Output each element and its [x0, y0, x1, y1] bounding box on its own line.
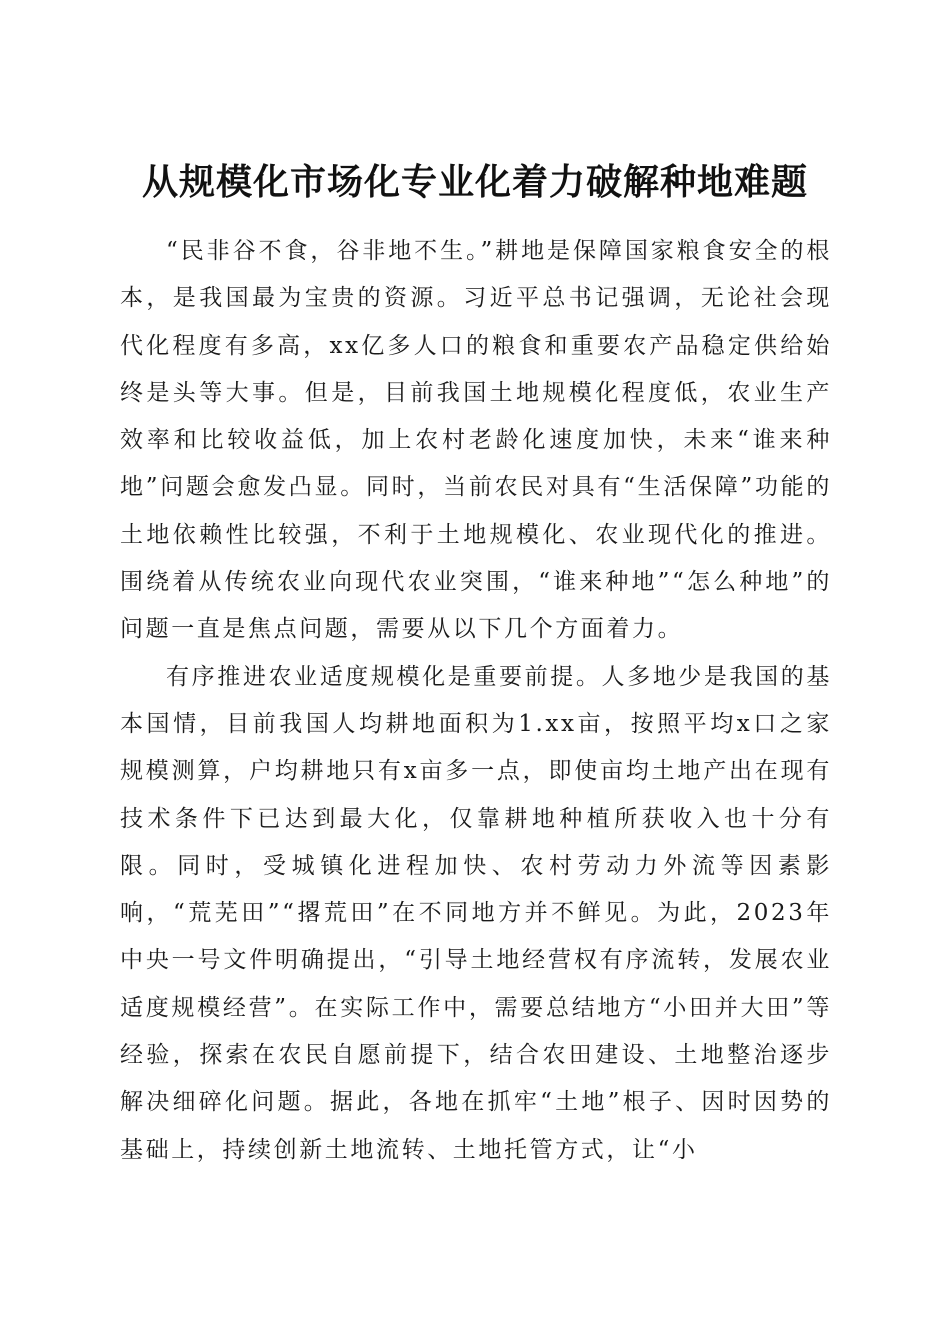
document-title: 从规模化市场化专业化着力破解种地难题 [141, 161, 808, 204]
document-body [120, 228, 832, 1174]
paragraph-scale-farming: 有序推进农业适度规模化是重要前提。人多地少是我国的基本国情，目前我国人均耕地面积为1.xx亩，按照平均x口之家规模测算，户均耕地只有x亩多一点，即使亩均土地产出在现有技术条件下已达到最大化，仅靠耕地种植所获收入也十分有限。同时，受城镇化进程加快、农村劳动力外流等因素影响，“荒芜田”“撂荒田”在不同地方并不鲜见。为此，2023年中央一号文件明确提出，“引导土地经营权有序流转，发展农业适度规模经营”。在实际工作中，需要总结地方“小田并大田”等经验，探索在农民自愿前提下，结合农田建设、土地整治逐步解决细碎化问题。据此，各地在抓牢“土地”根子、因时因势的基础上，持续创新土地流转、土地托管方式，让“小 [120, 663, 832, 1163]
paragraph-intro: “民非谷不食，谷非地不生。”耕地是保障国家粮食安全的根本，是我国最为宝贵的资源。习近平总书记强调，无论社会现代化程度有多高，xx亿多人口的粮食和重要农产品稳定供给始终是头等大事。但是，目前我国土地规模化程度低，农业生产效率和比较收益低，加上农村老龄化速度加快，未来“谁来种地”问题会愈发凸显。同时，当前农民对具有“生活保障”功能的土地依赖性比较强，不利于土地规模化、农业现代化的推进。围绕着从传统农业向现代农业突围，“谁来种地”“怎么种地”的问题一直是焦点问题，需要从以下几个方面着力。 [120, 238, 832, 643]
